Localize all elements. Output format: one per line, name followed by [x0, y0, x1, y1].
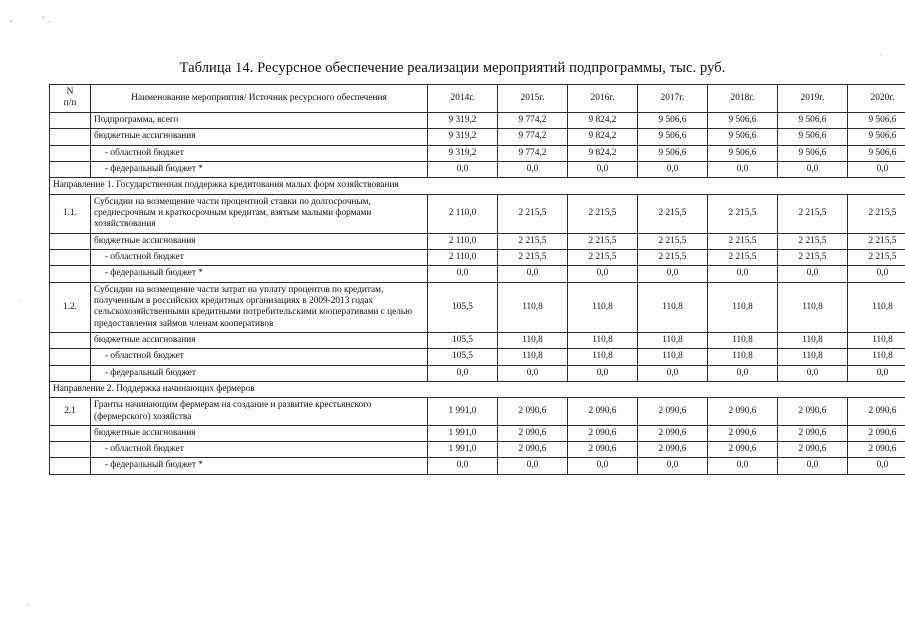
row-label: - областной бюджет — [91, 442, 428, 458]
table-row — [50, 233, 905, 249]
row-value-2016: 110,8 — [568, 332, 638, 348]
row-value-2014: 105,5 — [428, 282, 498, 332]
row-label: - федеральный бюджет * — [91, 266, 428, 282]
row-value-2015: 2 215,5 — [498, 194, 568, 233]
table-row — [50, 282, 905, 332]
row-label: - федеральный бюджет * — [91, 161, 428, 177]
table-row — [50, 129, 905, 145]
row-value-2019: 0,0 — [778, 266, 848, 282]
row-value-2015: 2 090,6 — [498, 425, 568, 441]
row-value-2016: 110,8 — [568, 349, 638, 365]
row-value-2018: 110,8 — [708, 349, 778, 365]
row-value-2019: 9 506,6 — [778, 145, 848, 161]
row-value-2018: 0,0 — [708, 266, 778, 282]
resource-allocation-table — [49, 84, 905, 475]
row-value-2016: 0,0 — [568, 365, 638, 381]
row-number — [50, 442, 91, 458]
row-value-2020: 2 090,6 — [848, 442, 905, 458]
row-value-2014: 1 991,0 — [428, 425, 498, 441]
row-value-2020: 9 506,6 — [848, 129, 905, 145]
row-value-2015: 0,0 — [498, 458, 568, 474]
row-label: бюджетные ассигнования — [91, 233, 428, 249]
row-value-2018: 9 506,6 — [708, 145, 778, 161]
row-value-2019: 0,0 — [778, 458, 848, 474]
row-value-2017: 2 215,5 — [638, 194, 708, 233]
row-value-2017: 110,8 — [638, 349, 708, 365]
row-value-2015: 9 774,2 — [498, 145, 568, 161]
row-value-2018: 2 215,5 — [708, 194, 778, 233]
row-value-2019: 2 090,6 — [778, 398, 848, 426]
row-value-2015: 9 774,2 — [498, 129, 568, 145]
row-value-2017: 110,8 — [638, 282, 708, 332]
row-value-2018: 9 506,6 — [708, 112, 778, 128]
row-value-2020: 0,0 — [848, 458, 905, 474]
row-value-2017: 9 506,6 — [638, 112, 708, 128]
table-row — [50, 425, 905, 441]
column-header-year-2014: 2014г. — [428, 85, 498, 113]
row-value-2015: 110,8 — [498, 349, 568, 365]
row-label: бюджетные ассигнования — [91, 129, 428, 145]
column-header-number-line1: N — [66, 87, 74, 97]
row-value-2016: 9 824,2 — [568, 145, 638, 161]
row-value-2016: 0,0 — [568, 266, 638, 282]
row-number: 2.1 — [50, 398, 91, 426]
row-label: Субсидии на возмещение части затрат на уплату процентов по кредитам, полученным в российских кредитных организациях в 2009-2013 годах сельскохозяйственными кредитными потребительскими кооперативами с целью предоставления займов членам кооперативов — [91, 282, 428, 332]
row-value-2018: 2 090,6 — [708, 442, 778, 458]
row-value-2014: 9 319,2 — [428, 129, 498, 145]
row-value-2016: 2 215,5 — [568, 194, 638, 233]
scan-artifact-left — [10, 20, 12, 23]
row-value-2017: 2 215,5 — [638, 249, 708, 265]
row-number — [50, 249, 91, 265]
row-number — [50, 349, 91, 365]
row-value-2017: 9 506,6 — [638, 129, 708, 145]
scan-speck — [18, 300, 20, 302]
row-value-2020: 110,8 — [848, 349, 905, 365]
row-value-2018: 2 090,6 — [708, 398, 778, 426]
row-value-2014: 9 319,2 — [428, 145, 498, 161]
row-value-2019: 110,8 — [778, 332, 848, 348]
row-value-2020: 0,0 — [848, 365, 905, 381]
row-value-2019: 0,0 — [778, 161, 848, 177]
row-number — [50, 332, 91, 348]
table-row — [50, 349, 905, 365]
row-number: 1.2. — [50, 282, 91, 332]
row-value-2014: 9 319,2 — [428, 112, 498, 128]
row-value-2020: 2 090,6 — [848, 425, 905, 441]
page-title: Таблица 14. Ресурсное обеспечение реализации мероприятий подпрограммы, тыс. руб. — [179, 60, 726, 76]
row-value-2017: 2 215,5 — [638, 233, 708, 249]
row-value-2016: 2 090,6 — [568, 425, 638, 441]
table-header — [50, 85, 905, 113]
row-value-2014: 1 991,0 — [428, 398, 498, 426]
scan-speck — [48, 21, 50, 23]
column-header-number — [50, 85, 91, 113]
row-number — [50, 266, 91, 282]
table-row — [50, 161, 905, 177]
row-label: - областной бюджет — [91, 145, 428, 161]
row-value-2015: 2 215,5 — [498, 249, 568, 265]
row-value-2015: 0,0 — [498, 161, 568, 177]
scan-speck — [42, 16, 45, 19]
row-value-2014: 105,5 — [428, 332, 498, 348]
row-value-2019: 2 090,6 — [778, 442, 848, 458]
column-header-name: Наименование мероприятия/ Источник ресурсного обеспечения — [91, 85, 428, 113]
row-value-2016: 0,0 — [568, 458, 638, 474]
row-value-2017: 9 506,6 — [638, 145, 708, 161]
row-value-2017: 2 090,6 — [638, 398, 708, 426]
table-row — [50, 112, 905, 128]
row-value-2018: 2 090,6 — [708, 425, 778, 441]
row-value-2016: 9 824,2 — [568, 112, 638, 128]
row-value-2019: 110,8 — [778, 282, 848, 332]
row-number — [50, 145, 91, 161]
row-value-2018: 0,0 — [708, 161, 778, 177]
row-number — [50, 233, 91, 249]
row-value-2016: 0,0 — [568, 161, 638, 177]
row-value-2017: 110,8 — [638, 332, 708, 348]
row-value-2017: 2 090,6 — [638, 442, 708, 458]
row-label: Гранты начинающим фермерам на создание и развитие крестьянского (фермерского) хозяйства — [91, 398, 428, 426]
column-header-year-2019: 2019г. — [778, 85, 848, 113]
section-title: Направление 1. Государственная поддержка кредитования малых форм хозяйствования — [50, 178, 905, 194]
column-header-year-2020: 2020г. — [848, 85, 905, 113]
row-value-2016: 2 090,6 — [568, 398, 638, 426]
row-value-2018: 110,8 — [708, 282, 778, 332]
row-value-2019: 2 215,5 — [778, 194, 848, 233]
row-value-2018: 110,8 — [708, 332, 778, 348]
row-value-2020: 2 215,5 — [848, 233, 905, 249]
table-section-row — [50, 381, 905, 397]
row-value-2020: 2 215,5 — [848, 249, 905, 265]
row-value-2018: 9 506,6 — [708, 129, 778, 145]
row-label: - областной бюджет — [91, 349, 428, 365]
row-value-2014: 0,0 — [428, 266, 498, 282]
section-title: Направление 2. Поддержка начинающих фермеров — [50, 381, 905, 397]
row-value-2019: 110,8 — [778, 349, 848, 365]
row-value-2020: 9 506,6 — [848, 112, 905, 128]
row-value-2020: 2 215,5 — [848, 194, 905, 233]
row-value-2018: 0,0 — [708, 458, 778, 474]
row-number: 1.1. — [50, 194, 91, 233]
column-header-year-2015: 2015г. — [498, 85, 568, 113]
row-value-2018: 2 215,5 — [708, 233, 778, 249]
row-value-2016: 2 090,6 — [568, 442, 638, 458]
row-value-2015: 0,0 — [498, 365, 568, 381]
row-value-2020: 0,0 — [848, 266, 905, 282]
scan-speck — [26, 604, 29, 606]
row-value-2015: 2 215,5 — [498, 233, 568, 249]
scan-speck — [880, 54, 882, 56]
table-row — [50, 332, 905, 348]
row-value-2019: 0,0 — [778, 365, 848, 381]
table-row — [50, 194, 905, 233]
column-header-year-2016: 2016г. — [568, 85, 638, 113]
table-row — [50, 266, 905, 282]
row-value-2018: 0,0 — [708, 365, 778, 381]
row-value-2017: 2 090,6 — [638, 425, 708, 441]
table-row — [50, 442, 905, 458]
table-section-row — [50, 178, 905, 194]
row-value-2016: 110,8 — [568, 282, 638, 332]
table-row — [50, 249, 905, 265]
row-number — [50, 365, 91, 381]
row-value-2018: 2 215,5 — [708, 249, 778, 265]
row-value-2014: 105,5 — [428, 349, 498, 365]
table-row — [50, 458, 905, 474]
table-row — [50, 398, 905, 426]
row-value-2019: 2 215,5 — [778, 249, 848, 265]
column-header-year-2018: 2018г. — [708, 85, 778, 113]
row-value-2016: 2 215,5 — [568, 233, 638, 249]
table-row — [50, 145, 905, 161]
row-number — [50, 112, 91, 128]
row-value-2015: 110,8 — [498, 282, 568, 332]
row-value-2017: 0,0 — [638, 365, 708, 381]
row-value-2017: 0,0 — [638, 458, 708, 474]
row-value-2017: 0,0 — [638, 161, 708, 177]
row-value-2014: 1 991,0 — [428, 442, 498, 458]
table-header-row — [50, 85, 905, 113]
row-label: бюджетные ассигнования — [91, 425, 428, 441]
row-value-2017: 0,0 — [638, 266, 708, 282]
row-value-2015: 9 774,2 — [498, 112, 568, 128]
row-value-2020: 0,0 — [848, 161, 905, 177]
row-value-2019: 2 090,6 — [778, 425, 848, 441]
row-number — [50, 458, 91, 474]
row-value-2014: 2 110,0 — [428, 194, 498, 233]
row-value-2016: 2 215,5 — [568, 249, 638, 265]
row-label: Подпрограмма, всего — [91, 112, 428, 128]
row-value-2015: 2 090,6 — [498, 398, 568, 426]
row-value-2014: 0,0 — [428, 161, 498, 177]
column-header-number-line2: п/п — [63, 98, 77, 109]
row-value-2020: 2 090,6 — [848, 398, 905, 426]
row-value-2019: 9 506,6 — [778, 112, 848, 128]
row-value-2014: 0,0 — [428, 458, 498, 474]
row-value-2014: 2 110,0 — [428, 249, 498, 265]
row-number — [50, 161, 91, 177]
table-body — [50, 112, 905, 474]
row-value-2016: 9 824,2 — [568, 129, 638, 145]
row-number — [50, 425, 91, 441]
row-label: бюджетные ассигнования — [91, 332, 428, 348]
row-value-2014: 0,0 — [428, 365, 498, 381]
row-value-2019: 9 506,6 — [778, 129, 848, 145]
row-value-2020: 110,8 — [848, 332, 905, 348]
row-value-2020: 110,8 — [848, 282, 905, 332]
row-value-2014: 2 110,0 — [428, 233, 498, 249]
resource-table-container — [49, 84, 897, 475]
column-header-year-2017: 2017г. — [638, 85, 708, 113]
row-label: Субсидии на возмещение части процентной ставки по долгосрочным, среднесрочным и краткосрочным кредитам, взятым малыми формами хозяйствования — [91, 194, 428, 233]
row-label: - федеральный бюджет — [91, 365, 428, 381]
row-number — [50, 129, 91, 145]
table-row — [50, 365, 905, 381]
row-value-2015: 0,0 — [498, 266, 568, 282]
row-label: - федеральный бюджет * — [91, 458, 428, 474]
row-value-2015: 110,8 — [498, 332, 568, 348]
row-value-2019: 2 215,5 — [778, 233, 848, 249]
row-value-2015: 2 090,6 — [498, 442, 568, 458]
row-label: - областной бюджет — [91, 249, 428, 265]
row-value-2020: 9 506,6 — [848, 145, 905, 161]
